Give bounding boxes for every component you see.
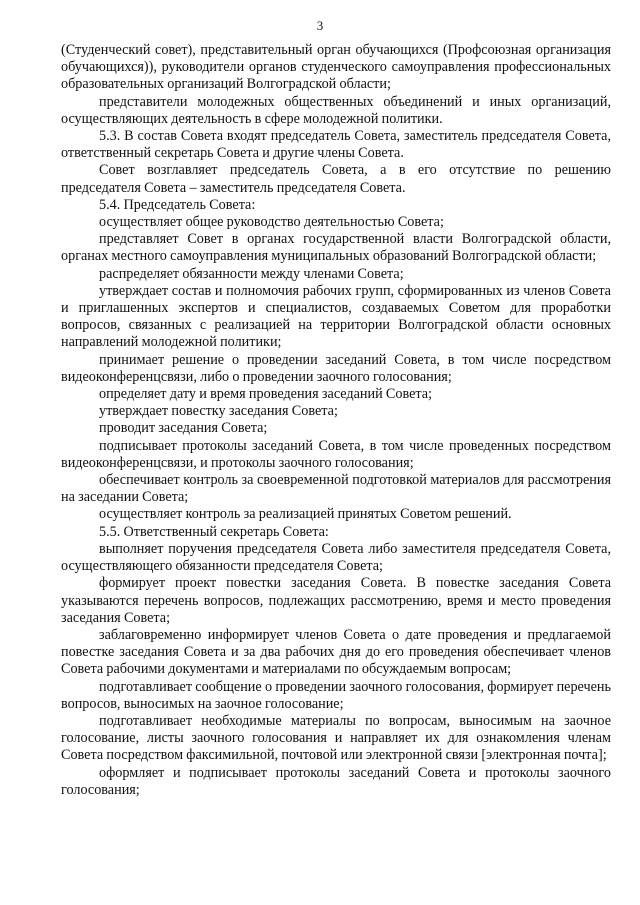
list-item: выполняет поручения председателя Совета либо заместителя председателя Совета, осуществляющего обязанности председателя Совета; [61, 540, 611, 575]
list-item: заблаговременно информирует членов Совета о дате проведения и предлагаемой повестке заседания Совета и за два рабочих дня до его проведения обеспечивает членов Совета рабочими документами и материалами по обсуждаемым вопросам; [61, 626, 611, 678]
list-item: подготавливает сообщение о проведении заочного голосования, формирует перечень вопросов, выносимых на заочное голосование; [61, 678, 611, 712]
list-item: подписывает протоколы заседаний Совета, в том числе проведенных посредством видеоконференцсвязи, и протоколы заочного голосования; [61, 437, 611, 471]
list-item: осуществляет общее руководство деятельностью Совета; [99, 214, 444, 231]
list-item: представляет Совет в органах государственной власти Волгоградской области, органах местного самоуправления муниципальных образований Волгоградской области; [61, 231, 611, 265]
list-item: проводит заседания Совета; [99, 420, 268, 437]
list-item: утверждает повестку заседания Совета; [99, 403, 338, 420]
section-paragraph-5-3: 5.3. В состав Совета входят председатель Совета, заместитель председателя Совета, ответственный секретарь Совета и другие члены Совета. [61, 128, 611, 162]
list-item: оформляет и подписывает протоколы заседаний Совета и протоколы заочного голосования; [61, 764, 611, 798]
list-item: принимает решение о проведении заседаний Совета, в том числе посредством видеоконференцсвязи, либо о проведении заочного голосования; [61, 351, 611, 385]
list-item: осуществляет контроль за реализацией принятых Советом решений. [99, 506, 512, 523]
paragraph: представители молодежных общественных объединений и иных организаций, осуществляющих деятельность в сфере молодежной политики. [61, 93, 611, 127]
list-item: распределяет обязанности между членами Совета; [99, 265, 404, 282]
paragraph: Совет возглавляет председатель Совета, а в его отсутствие по решению председателя Совета – заместитель председателя Совета. [61, 162, 611, 196]
list-item: утверждает состав и полномочия рабочих групп, сформированных из членов Совета и приглашенных экспертов и специалистов, создаваемых Советом для проработки вопросов, связанных с реализацией на территории Волгоградской области основных направлений молодежной политики; [61, 282, 611, 351]
document-body [61, 42, 611, 799]
list-item: определяет дату и время проведения заседаний Совета; [99, 386, 433, 403]
section-heading-5-5: 5.5. Ответственный секретарь Совета: [99, 523, 329, 540]
section-heading-5-4: 5.4. Председатель Совета: [99, 196, 256, 213]
list-item: подготавливает необходимые материалы по вопросам, выносимым на заочное голосование, листы заочного голосования и направляет их для ознакомления членам Совета посредством факсимильной, почтовой или электронной связи [электронная почта]; [61, 712, 611, 764]
list-item: формирует проект повестки заседания Совета. В повестке заседания Совета указываются перечень вопросов, подлежащих рассмотрению, время и место проведения заседания Совета; [61, 575, 611, 626]
list-item: обеспечивает контроль за своевременной подготовкой материалов для рассмотрения на заседании Совета; [61, 472, 611, 506]
paragraph: (Студенческий совет), представительный орган обучающихся (Профсоюзная организация обучающихся)), руководители органов студенческого самоуправления профессиональных образовательных организаций Волгоградской области; [61, 42, 611, 93]
page-number: 3 [316, 18, 324, 33]
